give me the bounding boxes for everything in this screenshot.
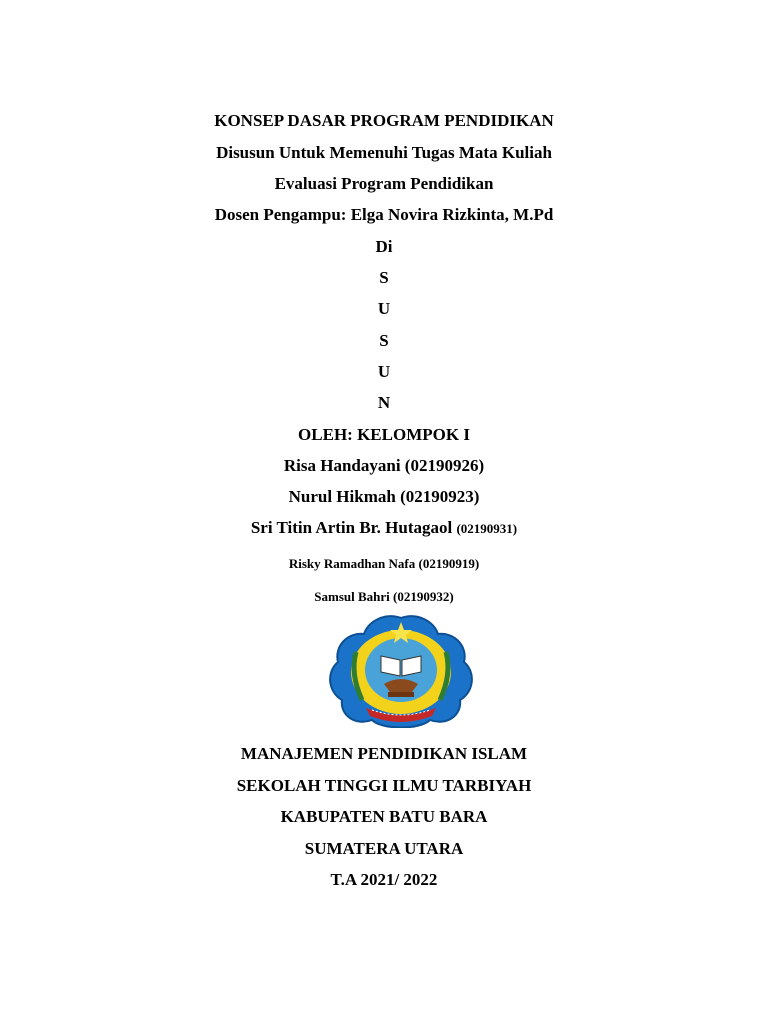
member-id: (02190931)	[456, 521, 518, 536]
disusun-letter: N	[377, 393, 391, 412]
institution-seal-icon	[326, 612, 476, 728]
purpose-line: Disusun Untuk Memenuhi Tugas Mata Kuliah	[216, 143, 552, 162]
disusun-letter: S	[379, 331, 389, 350]
disusun-letter: S	[379, 268, 389, 287]
document-title: KONSEP DASAR PROGRAM PENDIDIKAN	[214, 111, 554, 130]
school-name: SEKOLAH TINGGI ILMU TARBIYAH	[236, 776, 532, 795]
disusun-letter: U	[377, 362, 391, 381]
disusun-letter: U	[377, 299, 391, 318]
member-name: Sri Titin Artin Br. Hutagaol	[250, 518, 453, 537]
group-label: OLEH: KELOMPOK I	[298, 425, 470, 444]
course-name: Evaluasi Program Pendidikan	[274, 174, 494, 193]
member-line: Risa Handayani (02190926)	[283, 456, 485, 475]
province-name: SUMATERA UTARA	[304, 839, 464, 858]
member-line: Risky Ramadhan Nafa (02190919)	[288, 556, 480, 571]
disusun-letter: Di	[375, 237, 393, 256]
member-line	[0, 517, 768, 540]
academic-year: T.A 2021/ 2022	[330, 870, 438, 889]
regency-name: KABUPATEN BATU BARA	[280, 807, 488, 826]
member-line: Nurul Hikmah (02190923)	[288, 487, 480, 506]
lecturer-line: Dosen Pengampu: Elga Novira Rizkinta, M.Pd	[214, 205, 554, 224]
member-line: Samsul Bahri (02190932)	[314, 589, 454, 604]
program-name: MANAJEMEN PENDIDIKAN ISLAM	[240, 744, 528, 763]
